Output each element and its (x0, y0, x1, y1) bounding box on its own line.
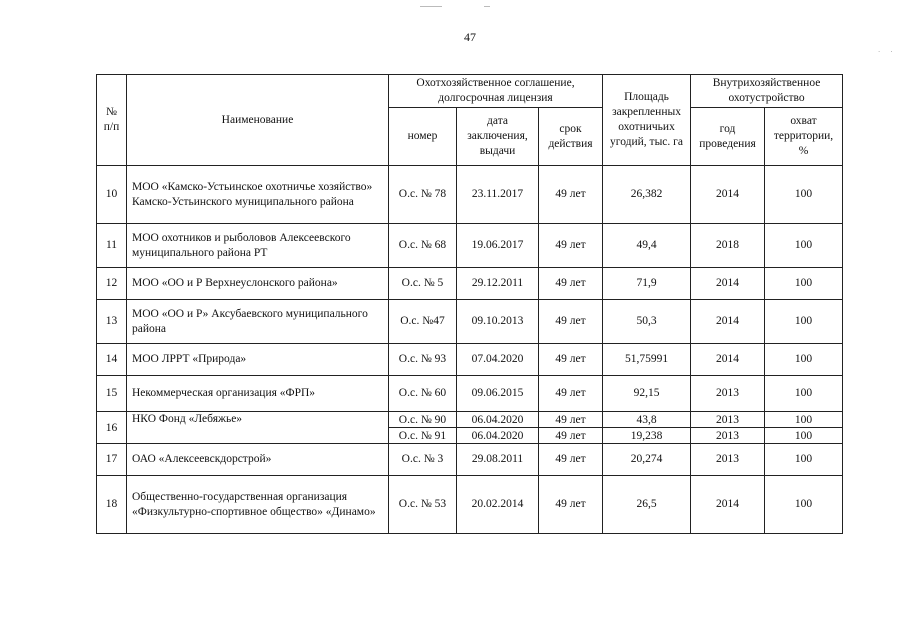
row-name: Общественно-государственная организация «Физкультурно-спортивное общество» «Динамо» (127, 476, 389, 534)
row-term: 49 лет (539, 476, 603, 534)
row-date: 20.02.2014 (457, 476, 539, 534)
row-name: НКО Фонд «Лебяжье» (127, 412, 389, 444)
row-area: 49,4 (603, 224, 691, 268)
row-no: 17 (97, 444, 127, 476)
row-coverage: 100 (765, 428, 843, 444)
header-agreement-group: Охотхозяйственное соглашение, долгосрочная лицензия (389, 75, 603, 108)
row-year: 2013 (691, 428, 765, 444)
row-coverage: 100 (765, 224, 843, 268)
row-coverage: 100 (765, 376, 843, 412)
header-no: № п/п (97, 75, 127, 166)
table-row (97, 166, 843, 224)
row-number: О.с. № 93 (389, 344, 457, 376)
table-row (97, 376, 843, 412)
row-name: Некоммерческая организация «ФРП» (127, 376, 389, 412)
table-row (97, 476, 843, 534)
row-number: О.с. № 3 (389, 444, 457, 476)
row-coverage: 100 (765, 166, 843, 224)
row-coverage: 100 (765, 476, 843, 534)
header-date: дата заключения, выдачи (457, 108, 539, 166)
row-area: 92,15 (603, 376, 691, 412)
row-year: 2014 (691, 300, 765, 344)
row-no: 10 (97, 166, 127, 224)
header-year: год проведения (691, 108, 765, 166)
row-area: 20,274 (603, 444, 691, 476)
row-area: 51,75991 (603, 344, 691, 376)
row-number: О.с. № 68 (389, 224, 457, 268)
row-term: 49 лет (539, 376, 603, 412)
row-date: 23.11.2017 (457, 166, 539, 224)
scan-mark (484, 6, 490, 7)
row-name: МОО охотников и рыболовов Алексеевского муниципального района РТ (127, 224, 389, 268)
row-term: 49 лет (539, 224, 603, 268)
row-coverage: 100 (765, 300, 843, 344)
header-name: Наименование (127, 75, 389, 166)
row-number: О.с. № 78 (389, 166, 457, 224)
row-number: О.с. № 53 (389, 476, 457, 534)
row-year: 2013 (691, 376, 765, 412)
row-term: 49 лет (539, 444, 603, 476)
row-date: 29.08.2011 (457, 444, 539, 476)
row-name: МОО ЛРРТ «Природа» (127, 344, 389, 376)
row-term: 49 лет (539, 300, 603, 344)
row-no: 16 (97, 412, 127, 444)
row-term: 49 лет (539, 412, 603, 428)
header-internal-group: Внутрихозяйственное охотустройство (691, 75, 843, 108)
header-number: номер (389, 108, 457, 166)
row-name: ОАО «Алексеевскдорстрой» (127, 444, 389, 476)
row-name: МОО «ОО и Р» Аксубаевского муниципального района (127, 300, 389, 344)
row-year: 2013 (691, 444, 765, 476)
row-term: 49 лет (539, 268, 603, 300)
row-number: О.с. № 91 (389, 428, 457, 444)
row-number: О.с. №47 (389, 300, 457, 344)
row-date: 09.06.2015 (457, 376, 539, 412)
row-term: 49 лет (539, 428, 603, 444)
row-date: 29.12.2011 (457, 268, 539, 300)
row-area: 43,8 (603, 412, 691, 428)
row-coverage: 100 (765, 444, 843, 476)
table-row (97, 300, 843, 344)
row-date: 19.06.2017 (457, 224, 539, 268)
row-area: 71,9 (603, 268, 691, 300)
row-number: О.с. № 5 (389, 268, 457, 300)
row-year: 2014 (691, 268, 765, 300)
table-row (97, 224, 843, 268)
header-coverage: охват территории, % (765, 108, 843, 166)
row-year: 2014 (691, 344, 765, 376)
row-date: 06.04.2020 (457, 412, 539, 428)
row-year: 2018 (691, 224, 765, 268)
row-term: 49 лет (539, 344, 603, 376)
row-year: 2014 (691, 166, 765, 224)
row-coverage: 100 (765, 268, 843, 300)
row-date: 06.04.2020 (457, 428, 539, 444)
row-no: 18 (97, 476, 127, 534)
row-area: 19,238 (603, 428, 691, 444)
table-row (97, 268, 843, 300)
row-no: 14 (97, 344, 127, 376)
row-year: 2014 (691, 476, 765, 534)
row-number: О.с. № 60 (389, 376, 457, 412)
row-name: МОО «Камско-Устьинское охотничье хозяйство» Камско-Устьинского муниципального района (127, 166, 389, 224)
scan-mark (420, 6, 442, 7)
row-term: 49 лет (539, 166, 603, 224)
row-area: 50,3 (603, 300, 691, 344)
hunting-grounds-table (96, 74, 843, 534)
row-area: 26,382 (603, 166, 691, 224)
row-no: 12 (97, 268, 127, 300)
row-name: МОО «ОО и Р Верхнеуслонского района» (127, 268, 389, 300)
row-coverage: 100 (765, 344, 843, 376)
header-term: срок действия (539, 108, 603, 166)
row-date: 09.10.2013 (457, 300, 539, 344)
scan-dots: · · (878, 48, 897, 56)
row-year: 2013 (691, 412, 765, 428)
page-number: 47 (464, 30, 476, 44)
row-area: 26,5 (603, 476, 691, 534)
header-area: Площадь закрепленных охотничьих угодий, тыс. га (603, 75, 691, 166)
table-row (97, 444, 843, 476)
row-date: 07.04.2020 (457, 344, 539, 376)
table-row (97, 344, 843, 376)
row-no: 13 (97, 300, 127, 344)
row-coverage: 100 (765, 412, 843, 428)
table-row (97, 412, 843, 428)
row-no: 11 (97, 224, 127, 268)
row-number: О.с. № 90 (389, 412, 457, 428)
row-no: 15 (97, 376, 127, 412)
